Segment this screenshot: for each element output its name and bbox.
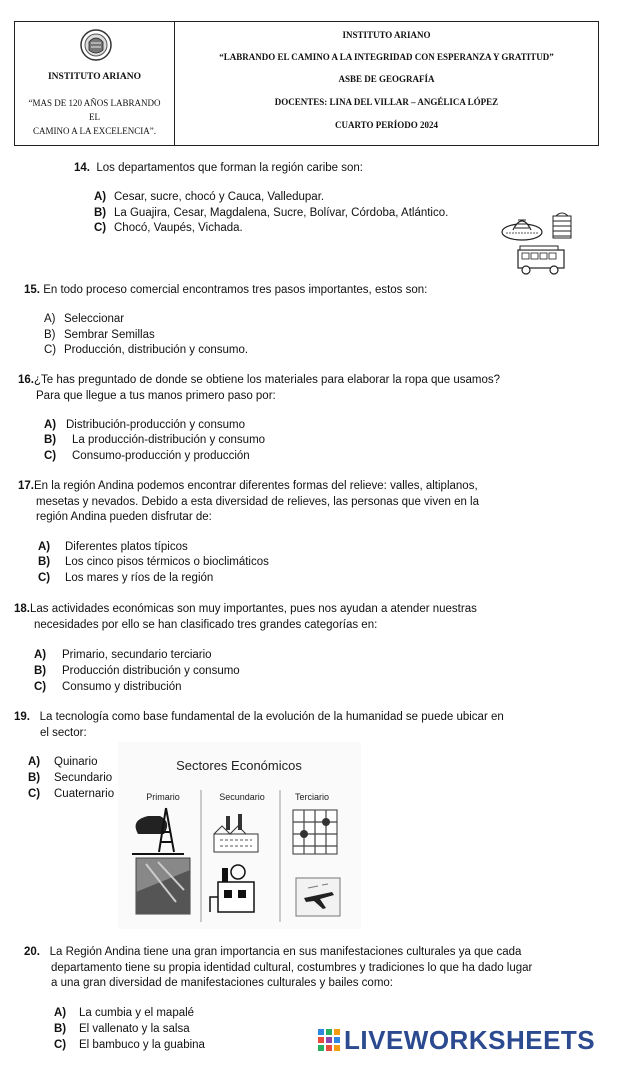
school-crest-logo <box>79 28 113 62</box>
question-text: ¿Te has preguntado de donde se obtiene los materiales para elaborar la ropa que usamos? <box>34 374 501 386</box>
oil-derrick-icon <box>132 808 184 854</box>
option-text: Diferentes platos típicos <box>65 541 188 553</box>
option-14-c[interactable] <box>94 221 243 237</box>
option-letter: A) <box>38 541 51 553</box>
sector-label-terciario: Terciario <box>294 792 330 802</box>
option-15-c[interactable] <box>44 343 248 359</box>
question-line: Para que llegue a tus manos primero paso por: <box>36 389 276 402</box>
question-line: el sector: <box>40 726 87 739</box>
option-letter: C) <box>38 572 51 584</box>
header-period: CUARTO PERÍODO 2024 <box>334 120 439 130</box>
header-left-cell <box>15 22 175 145</box>
question-number: 16. <box>18 374 34 386</box>
question-text: En la región Andina podemos encontrar diferentes formas del relieve: valles, altiplanos, <box>34 480 478 492</box>
option-19-c[interactable] <box>28 787 114 803</box>
motto-line: CAMINO A LA EXCELENCIA”. <box>33 126 156 136</box>
option-text: Distribución-producción y consumo <box>66 419 245 431</box>
sectors-title: Sectores Económicos <box>176 758 302 773</box>
question-number: 18. <box>14 603 30 615</box>
option-text: Consumo-producción y producción <box>72 450 250 462</box>
question-number: 19. <box>14 711 30 723</box>
question-line: mesetas y nevados. Debido a esta diversidad de relieves, las personas que viven en la <box>36 495 480 508</box>
option-letter: C) <box>28 788 41 800</box>
option-17-a[interactable] <box>38 540 188 556</box>
option-16-a[interactable] <box>44 418 245 434</box>
option-letter: B) <box>44 434 57 446</box>
option-letter: A) <box>28 756 41 768</box>
option-text: La producción-distribución y consumo <box>72 434 266 446</box>
option-text: Los mares y ríos de la región <box>65 572 214 584</box>
option-text: Los cinco pisos térmicos o bioclimáticos <box>65 556 269 568</box>
caribbean-clipart <box>500 208 572 280</box>
option-letter: B) <box>28 772 41 784</box>
option-text: Primario, secundario terciario <box>62 649 212 661</box>
option-18-a[interactable] <box>34 648 212 664</box>
option-text: Cuaternario <box>54 788 115 800</box>
chiva-bus-icon <box>518 246 564 274</box>
question-15 <box>24 283 544 299</box>
question-line <box>18 479 530 495</box>
question-18 <box>14 602 530 633</box>
question-number: 14. <box>74 162 90 174</box>
option-19-b[interactable] <box>28 771 112 787</box>
option-letter: B) <box>54 1023 67 1035</box>
option-16-c[interactable] <box>44 449 250 465</box>
option-20-c[interactable] <box>54 1038 205 1054</box>
option-letter: A) <box>44 419 57 431</box>
question-text: La tecnología como base fundamental de la evolución de la humanidad se puede ubicar en <box>39 711 504 723</box>
liveworksheets-brand <box>318 1025 595 1055</box>
option-letter: B) <box>94 207 107 219</box>
brand-name: LIVEWORKSHEETS <box>344 1024 596 1055</box>
option-20-a[interactable] <box>54 1006 194 1022</box>
question-20 <box>24 945 564 992</box>
option-letter: C) <box>54 1039 67 1051</box>
sector-label-primario: Primario <box>146 792 180 802</box>
question-text: En todo proceso comercial encontramos tres pasos importantes, estos son: <box>43 284 428 296</box>
option-15-a[interactable] <box>44 312 124 328</box>
question-line: región Andina pueden disfrutar de: <box>36 511 212 523</box>
option-letter: A) <box>34 649 47 661</box>
economic-sectors-figure <box>118 742 361 929</box>
option-text: El vallenato y la salsa <box>79 1023 190 1035</box>
option-14-b[interactable] <box>94 206 448 222</box>
option-letter: B) <box>38 556 51 568</box>
market-icon <box>293 810 337 854</box>
sombrero-vueltiao-icon <box>502 220 542 240</box>
industrial-plant-icon <box>210 865 254 912</box>
airplane-icon <box>296 878 340 916</box>
option-letter: C) <box>44 450 57 462</box>
option-text: Sembrar Semillas <box>64 329 155 341</box>
option-text: Cesar, sucre, chocó y Cauca, Valledupar. <box>114 191 325 203</box>
option-letter: A) <box>44 313 56 325</box>
option-17-b[interactable] <box>38 555 269 571</box>
option-letter: C) <box>34 681 47 693</box>
question-19 <box>14 710 534 741</box>
header-teachers: DOCENTES: LINA DEL VILLAR – ANGÉLICA LÓPEZ <box>274 97 499 107</box>
option-letter: B) <box>44 329 56 341</box>
option-text: La Guajira, Cesar, Magdalena, Sucre, Bolívar, Córdoba, Atlántico. <box>114 207 449 219</box>
option-text: Secundario <box>54 772 113 784</box>
option-letter: A) <box>54 1007 67 1019</box>
liveworksheets-logo-icon <box>318 1029 340 1051</box>
header-right-cell <box>175 22 598 145</box>
option-15-b[interactable] <box>44 328 155 344</box>
option-text: Consumo y distribución <box>62 681 182 693</box>
question-16 <box>18 373 548 404</box>
question-line <box>24 945 564 961</box>
header-subject: ASBE DE GEOGRAFÍA <box>338 74 435 84</box>
option-text: El bambuco y la guabina <box>79 1039 205 1051</box>
option-letter: C) <box>44 344 57 356</box>
question-line: a una gran diversidad de manifestaciones culturales y bailes como: <box>51 977 393 989</box>
question-text: Las actividades económicas son muy importantes, pues nos ayudan a atender nuestras <box>30 603 477 615</box>
header-motto-left <box>21 96 168 138</box>
question-number: 17. <box>18 480 34 492</box>
option-text: La cumbia y el mapalé <box>79 1007 195 1019</box>
question-line: necesidades por ello se han clasificado tres grandes categorías en: <box>34 618 378 631</box>
farming-photo-icon <box>136 858 190 914</box>
motto-line: EL <box>89 112 100 122</box>
option-text: Producción, distribución y consumo. <box>64 344 249 356</box>
question-text: Los departamentos que forman la región caribe son: <box>96 162 363 174</box>
question-14 <box>74 161 534 177</box>
option-20-b[interactable] <box>54 1022 190 1038</box>
motto-line: “MAS DE 120 AÑOS LABRANDO <box>28 98 161 108</box>
question-number: 15. <box>24 284 40 296</box>
document-header <box>14 21 599 146</box>
option-text: Seleccionar <box>64 313 125 325</box>
option-16-b[interactable] <box>44 433 265 449</box>
question-line: departamento tiene su propia identidad cultural, costumbres y tradiciones lo que ha dado lugar <box>51 961 533 974</box>
option-14-a[interactable] <box>94 190 324 206</box>
option-18-b[interactable] <box>34 664 240 680</box>
question-line <box>14 602 530 618</box>
question-text: La Región Andina tiene una gran importancia en sus manifestaciones culturales ya que cada <box>49 946 522 958</box>
question-number: 20. <box>24 946 40 958</box>
option-text: Producción distribución y consumo <box>62 665 240 677</box>
option-17-c[interactable] <box>38 571 213 587</box>
sector-label-secundario: Secundario <box>219 792 265 802</box>
question-line <box>14 710 534 726</box>
option-letter: A) <box>94 191 107 203</box>
option-19-a[interactable] <box>28 755 97 771</box>
factory-icon <box>214 814 258 852</box>
header-motto: “LABRANDO EL CAMINO A LA INTEGRIDAD CON ESPERANZA Y GRATITUD” <box>219 52 554 62</box>
sectors-illustration <box>118 742 361 929</box>
option-text: Chocó, Vaupés, Vichada. <box>114 222 243 234</box>
header-school-name-left: INSTITUTO ARIANO <box>47 72 141 82</box>
option-text: Quinario <box>54 756 98 768</box>
question-17 <box>18 479 530 526</box>
mochila-bag-icon <box>553 213 571 238</box>
option-letter: C) <box>94 222 107 234</box>
header-school-name: INSTITUTO ARIANO <box>342 30 431 40</box>
option-18-c[interactable] <box>34 680 182 696</box>
option-letter: B) <box>34 665 47 677</box>
question-line <box>18 373 548 389</box>
